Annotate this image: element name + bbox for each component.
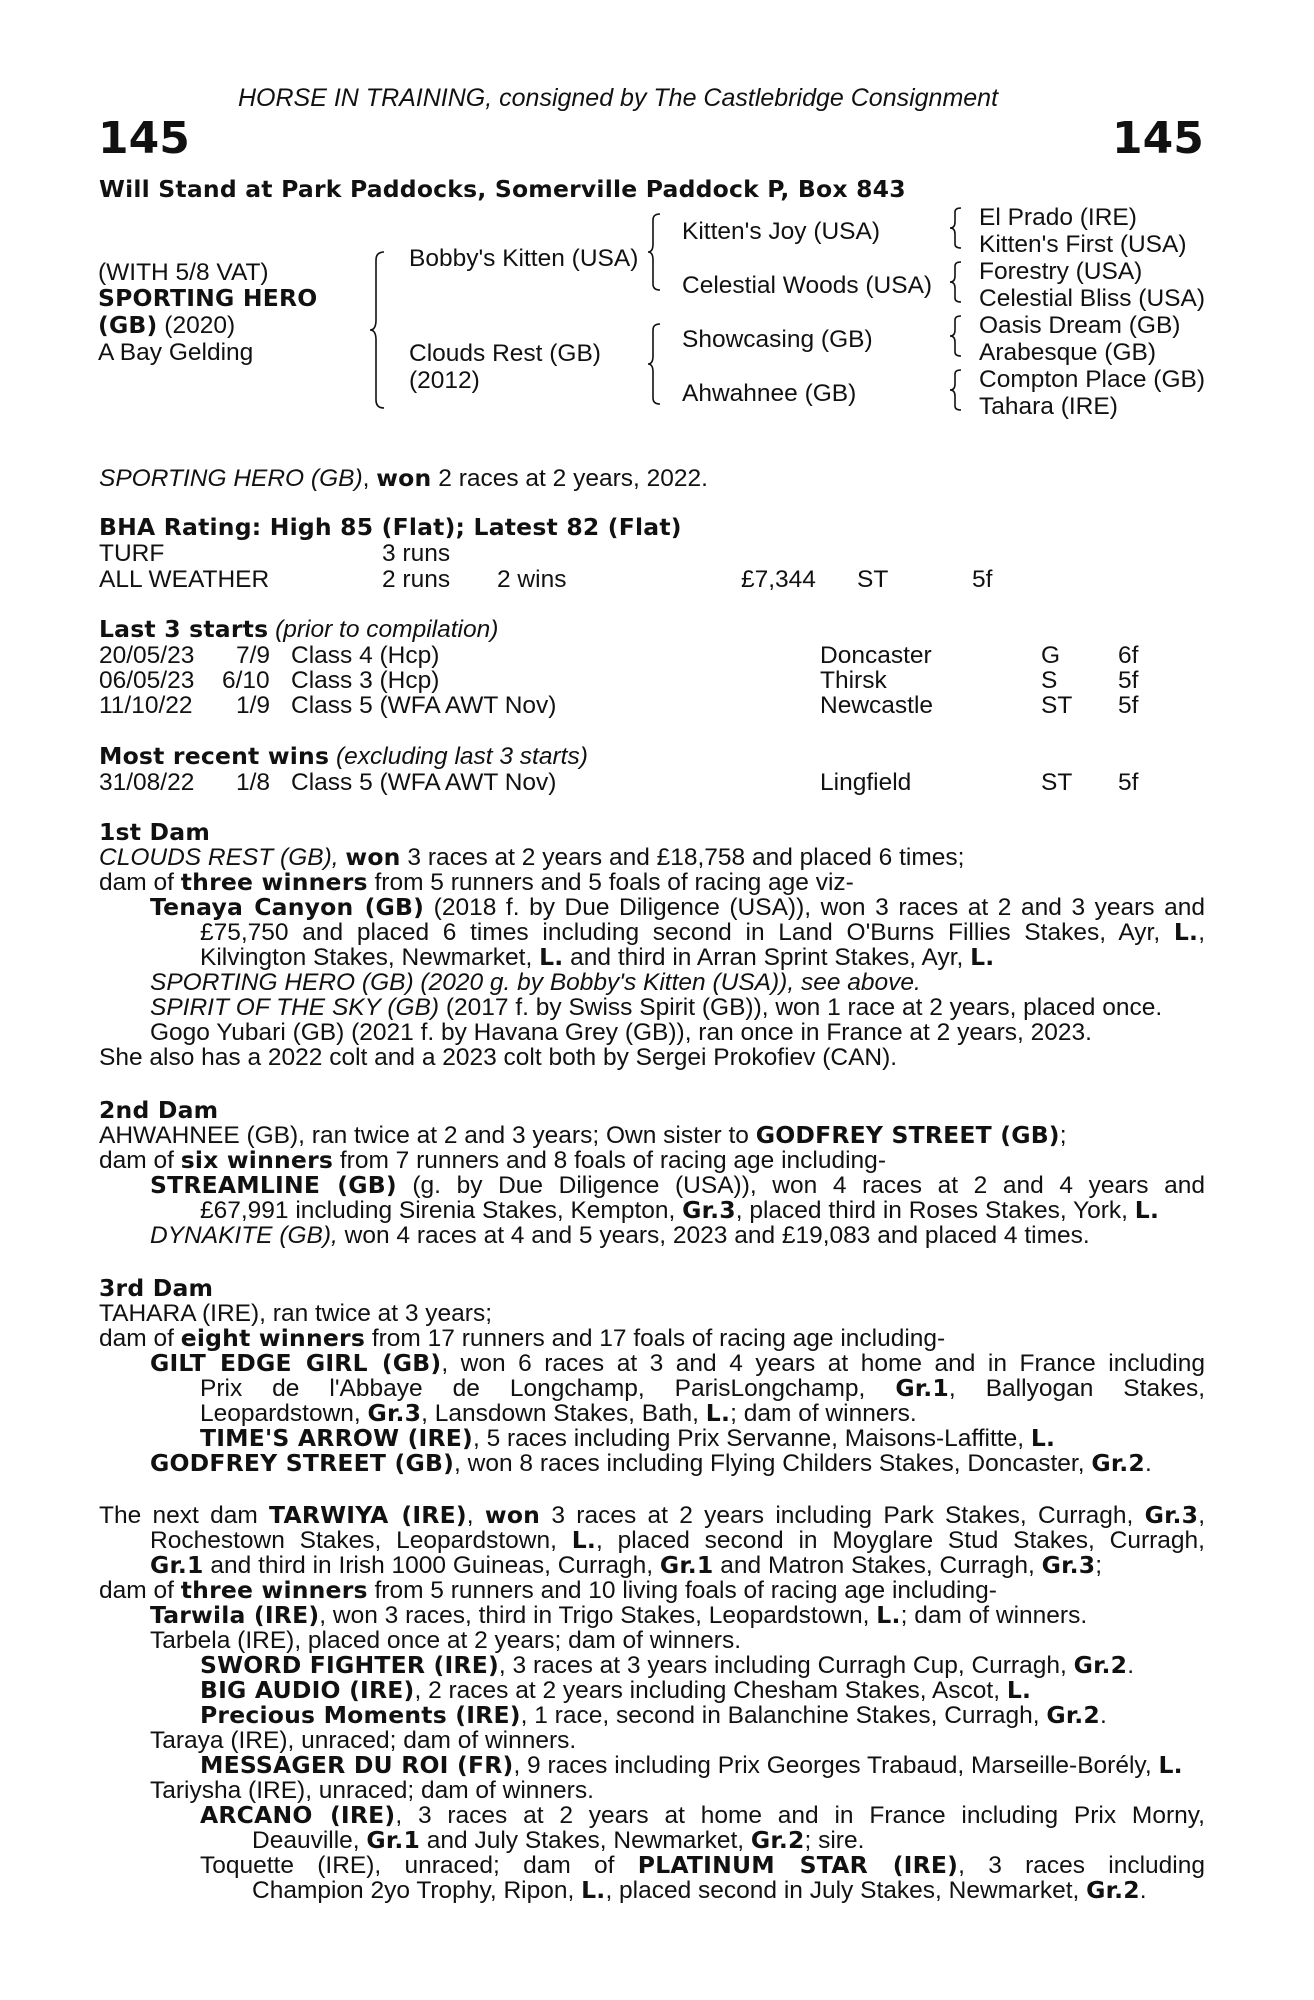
produce-godfrey-street: GODFREY STREET (GB), won 8 races including Flying Childers Stakes, Doncaster, Gr.2.	[150, 1449, 1152, 1477]
third-dam-line: TAHARA (IRE), ran twice at 3 years;	[99, 1300, 493, 1327]
recent-wins-heading: Most recent wins (excluding last 3 starts)	[99, 742, 588, 770]
produce-toquette: Toquette (IRE), unraced; dam of PLATINUM STAR (IRE), 3 races including	[200, 1851, 1205, 1879]
catalogue-title: HORSE IN TRAINING, consigned by The Castlebridge Consignment	[238, 84, 999, 112]
bha-rating: BHA Rating: High 85 (Flat); Latest 82 (Flat)	[99, 513, 682, 541]
pedigree-g3-7: Compton Place (GB)	[979, 366, 1206, 393]
pedigree-g3-1: El Prado (IRE)	[979, 204, 1137, 231]
produce-tarwila: Tarwila (IRE), won 3 races, third in Trigo Stakes, Leopardstown, L.; dam of winners.	[150, 1601, 1088, 1629]
stand-location: Will Stand at Park Paddocks, Somerville Paddock P, Box 843	[99, 175, 906, 203]
first-dam-line: CLOUDS REST (GB), won 3 races at 2 years and £18,758 and placed 6 times;	[99, 843, 965, 871]
third-dam-produce: dam of eight winners from 17 runners and 17 foals of racing age including-	[99, 1324, 946, 1352]
last-starts-heading: Last 3 starts (prior to compilation)	[99, 615, 499, 643]
pedigree-brace-g3d	[950, 368, 964, 412]
second-dam-produce: dam of six winners from 7 runners and 8 foals of racing age including-	[99, 1146, 886, 1174]
aw-distance: 5f	[972, 566, 993, 593]
horse-name-suffix: (GB) (2020)	[98, 311, 236, 339]
produce-big-audio: BIG AUDIO (IRE), 2 races at 2 years including Chesham Stakes, Ascot, L.	[200, 1676, 1032, 1704]
produce-spirit-of-the-sky: SPIRIT OF THE SKY (GB) (2017 f. by Swiss Spirit (GB)), won 1 race at 2 years, placed once.	[150, 994, 1163, 1021]
produce-line: Leopardstown, Gr.3, Lansdown Stakes, Bath, L.; dam of winners.	[200, 1399, 917, 1427]
pedigree-brace-g3b	[950, 260, 964, 304]
aw-label: ALL WEATHER	[99, 566, 270, 593]
first-dam-heading: 1st Dam	[99, 818, 211, 846]
produce-times-arrow: TIME'S ARROW (IRE), 5 races including Prix Servanne, Maisons-Laffitte, L.	[200, 1424, 1056, 1452]
second-dam-line: AHWAHNEE (GB), ran twice at 2 and 3 years; Own sister to GODFREY STREET (GB);	[99, 1121, 1067, 1149]
first-dam-produce: dam of three winners from 5 runners and 5 foals of racing age viz-	[99, 868, 854, 896]
vat-note: (WITH 5/8 VAT)	[98, 259, 269, 286]
produce-line: Champion 2yo Trophy, Ripon, L., placed second in July Stakes, Newmarket, Gr.2.	[252, 1876, 1147, 1904]
aw-prize: £7,344	[741, 566, 816, 593]
pedigree-brace-dam	[648, 322, 664, 406]
produce-tariysha: Tariysha (IRE), unraced; dam of winners.	[150, 1777, 594, 1804]
produce-arcano: ARCANO (IRE), 3 races at 2 years at home and in France including Prix Morny,	[200, 1801, 1205, 1829]
pedigree-dam-year: (2012)	[409, 367, 480, 394]
produce-precious-moments: Precious Moments (IRE), 1 race, second in Balanchine Stakes, Curragh, Gr.2.	[200, 1701, 1107, 1729]
next-dam-produce: dam of three winners from 5 runners and 10 living foals of racing age including-	[99, 1576, 997, 1604]
turf-runs: 3 runs	[382, 540, 451, 567]
horse-name: SPORTING HERO	[98, 284, 318, 312]
third-dam-heading: 3rd Dam	[99, 1274, 214, 1302]
pedigree-brace-g3c	[950, 314, 964, 358]
pedigree-brace-sire	[648, 212, 664, 292]
produce-line: Kilvington Stakes, Newmarket, L. and third in Arran Sprint Stakes, Ayr, L.	[200, 943, 995, 971]
aw-going: ST	[857, 566, 889, 593]
lot-number-left: 145	[98, 113, 190, 164]
pedigree-g3-2: Kitten's First (USA)	[979, 231, 1187, 258]
next-dam-line: Gr.1 and third in Irish 1000 Guineas, Curragh, Gr.1 and Matron Stakes, Curragh, Gr.3;	[150, 1551, 1103, 1579]
next-dam-line: The next dam TARWIYA (IRE), won 3 races at 2 years including Park Stakes, Curragh, Gr.3,	[99, 1501, 1206, 1529]
pedigree-brace-g3a	[950, 206, 964, 250]
produce-dynakite: DYNAKITE (GB), won 4 races at 4 and 5 years, 2023 and £19,083 and placed 4 times.	[150, 1222, 1090, 1249]
pedigree-g3-5: Oasis Dream (GB)	[979, 312, 1181, 339]
next-dam-line: Rochestown Stakes, Leopardstown, L., placed second in Moyglare Stud Stakes, Curragh,	[150, 1526, 1205, 1554]
pedigree-g3-6: Arabesque (GB)	[979, 339, 1157, 366]
produce-sporting-hero: SPORTING HERO (GB) (2020 g. by Bobby's Kitten (USA)), see above.	[150, 969, 921, 996]
pedigree-sire-sire: Kitten's Joy (USA)	[682, 218, 881, 245]
pedigree-g3-3: Forestry (USA)	[979, 258, 1143, 285]
second-dam-heading: 2nd Dam	[99, 1096, 219, 1124]
lot-number-right: 145	[1112, 113, 1204, 164]
produce-line: £67,991 including Sirenia Stakes, Kempton, Gr.3, placed third in Roses Stakes, York, L.	[200, 1196, 1160, 1224]
produce-tarbela: Tarbela (IRE), placed once at 2 years; dam of winners.	[150, 1627, 742, 1654]
produce-line: Prix de l'Abbaye de Longchamp, ParisLongchamp, Gr.1, Ballyogan Stakes,	[200, 1374, 1206, 1402]
pedigree-sire: Bobby's Kitten (USA)	[409, 245, 639, 272]
horse-description: A Bay Gelding	[98, 339, 254, 366]
aw-wins: 2 wins	[497, 566, 567, 593]
aw-runs: 2 runs	[382, 566, 451, 593]
produce-sword-fighter: SWORD FIGHTER (IRE), 3 races at 3 years including Curragh Cup, Curragh, Gr.2.	[200, 1651, 1135, 1679]
produce-line: Deauville, Gr.1 and July Stakes, Newmarket, Gr.2; sire.	[252, 1826, 865, 1854]
race-summary: SPORTING HERO (GB), won 2 races at 2 years, 2022.	[99, 464, 708, 492]
pedigree-dam-dam: Ahwahnee (GB)	[682, 380, 857, 407]
pedigree-g3-4: Celestial Bliss (USA)	[979, 285, 1205, 312]
produce-taraya: Taraya (IRE), unraced; dam of winners.	[150, 1727, 577, 1754]
pedigree-sire-dam: Celestial Woods (USA)	[682, 272, 933, 299]
pedigree-g3-8: Tahara (IRE)	[979, 393, 1118, 420]
pedigree-dam: Clouds Rest (GB)	[409, 340, 601, 367]
first-dam-also: She also has a 2022 colt and a 2023 colt both by Sergei Prokofiev (CAN).	[99, 1044, 898, 1071]
produce-gogo-yubari: Gogo Yubari (GB) (2021 f. by Havana Grey (GB)), ran once in France at 2 years, 2023.	[150, 1019, 1092, 1046]
produce-line: £75,750 and placed 6 times including second in Land O'Burns Fillies Stakes, Ayr, L.,	[200, 918, 1205, 946]
produce-gilt-edge-girl: GILT EDGE GIRL (GB), won 6 races at 3 and 4 years at home and in France including	[150, 1349, 1205, 1377]
produce-messager-du-roi: MESSAGER DU ROI (FR), 9 races including Prix Georges Trabaud, Marseille-Borély, L.	[200, 1751, 1183, 1779]
pedigree-brace-main	[370, 250, 390, 410]
pedigree-dam-sire: Showcasing (GB)	[682, 326, 873, 353]
produce-streamline: STREAMLINE (GB) (g. by Due Diligence (USA)), won 4 races at 2 and 4 years and	[150, 1171, 1205, 1199]
turf-label: TURF	[99, 540, 165, 567]
produce-tenaya-canyon: Tenaya Canyon (GB) (2018 f. by Due Diligence (USA)), won 3 races at 2 and 3 years and	[150, 893, 1205, 921]
